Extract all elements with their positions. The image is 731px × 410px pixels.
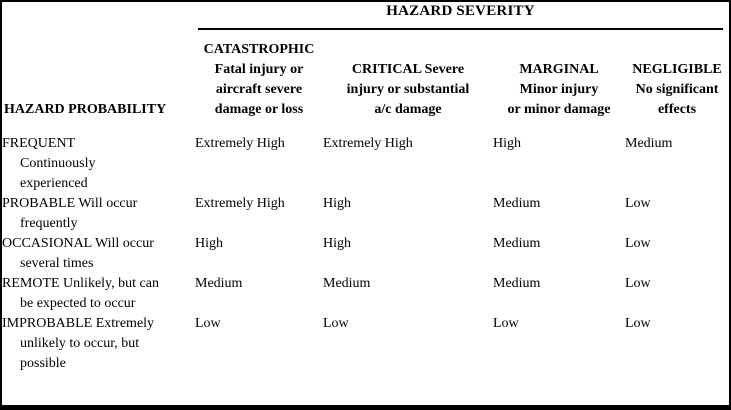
column-header-line: effects (657, 102, 697, 117)
row-header-remote (2, 274, 195, 314)
row-header-probable (2, 194, 195, 234)
row-header-line: FREQUENT (2, 136, 76, 151)
row-header-improbable (2, 314, 195, 374)
risk-level-cell: Low (625, 316, 651, 331)
risk-level-cell: Medium (625, 136, 673, 151)
row-header-line: OCCASIONAL Will occur (2, 236, 154, 251)
risk-level-cell: High (323, 196, 351, 211)
row-header-line: PROBABLE Will occur (2, 196, 138, 211)
corner-cell (2, 2, 195, 30)
table-row-improbable (2, 314, 729, 374)
risk-level-cell: Medium (195, 276, 243, 291)
row-header-line: experienced (20, 176, 88, 191)
column-header-line: a/c damage (374, 102, 442, 117)
column-header-line: CRITICAL Severe (351, 62, 465, 77)
matrix-body (2, 120, 729, 374)
column-header-line: MARGINAL (519, 62, 599, 77)
column-header-line: NEGLIGIBLE (632, 62, 722, 77)
risk-level-cell: Medium (493, 276, 541, 291)
row-header-line: several times (20, 256, 94, 271)
row-header-occasional (2, 234, 195, 274)
risk-level-cell: Low (493, 316, 519, 331)
severity-header-row (2, 2, 729, 30)
risk-level-cell: Low (195, 316, 221, 331)
hazard-severity-header-cell (195, 2, 729, 30)
risk-level-cell: Extremely High (323, 136, 413, 151)
risk-assessment-table (2, 2, 729, 374)
risk-level-cell: Low (625, 276, 651, 291)
column-header-line: No significant (635, 82, 719, 97)
row-header-line: IMPROBABLE Extremely (2, 316, 155, 331)
row-header-line: possible (20, 356, 66, 371)
risk-level-cell: Extremely High (195, 196, 285, 211)
row-header-frequent (2, 120, 195, 194)
risk-level-cell: Medium (323, 276, 371, 291)
column-header-negligible (625, 30, 729, 120)
hazard-severity-title: HAZARD SEVERITY (198, 2, 723, 30)
column-header-line: damage or loss (214, 102, 304, 117)
column-header-line: Fatal injury or (214, 62, 304, 77)
column-header-marginal (493, 30, 625, 120)
column-headers-row (2, 30, 729, 120)
column-header-line: CATASTROPHIC (203, 42, 315, 57)
risk-level-cell: High (195, 236, 223, 251)
column-header-catastrophic (195, 30, 323, 120)
column-header-critical (323, 30, 493, 120)
table-row-probable (2, 194, 729, 234)
row-header-line: Continuously (20, 156, 96, 171)
row-header-line: frequently (20, 216, 78, 231)
table-row-frequent (2, 120, 729, 194)
column-header-line: Minor injury (519, 82, 599, 97)
risk-level-cell: Low (625, 196, 651, 211)
table-row-remote (2, 274, 729, 314)
hazard-probability-header: HAZARD PROBABILITY (4, 102, 167, 117)
row-header-line: be expected to occur (20, 296, 136, 311)
risk-level-cell: Low (323, 316, 349, 331)
column-header-line: aircraft severe (215, 82, 303, 97)
column-header-line: or minor damage (507, 102, 611, 117)
risk-level-cell: Low (625, 236, 651, 251)
row-header-line: REMOTE Unlikely, but can (2, 276, 159, 291)
risk-level-cell: Medium (493, 196, 541, 211)
table-row-occasional (2, 234, 729, 274)
risk-level-cell: High (493, 136, 521, 151)
risk-level-cell: High (323, 236, 351, 251)
risk-level-cell: Extremely High (195, 136, 285, 151)
risk-level-cell: Medium (493, 236, 541, 251)
row-header-line: unlikely to occur, but (20, 336, 140, 351)
column-header-line: injury or substantial (346, 82, 470, 97)
